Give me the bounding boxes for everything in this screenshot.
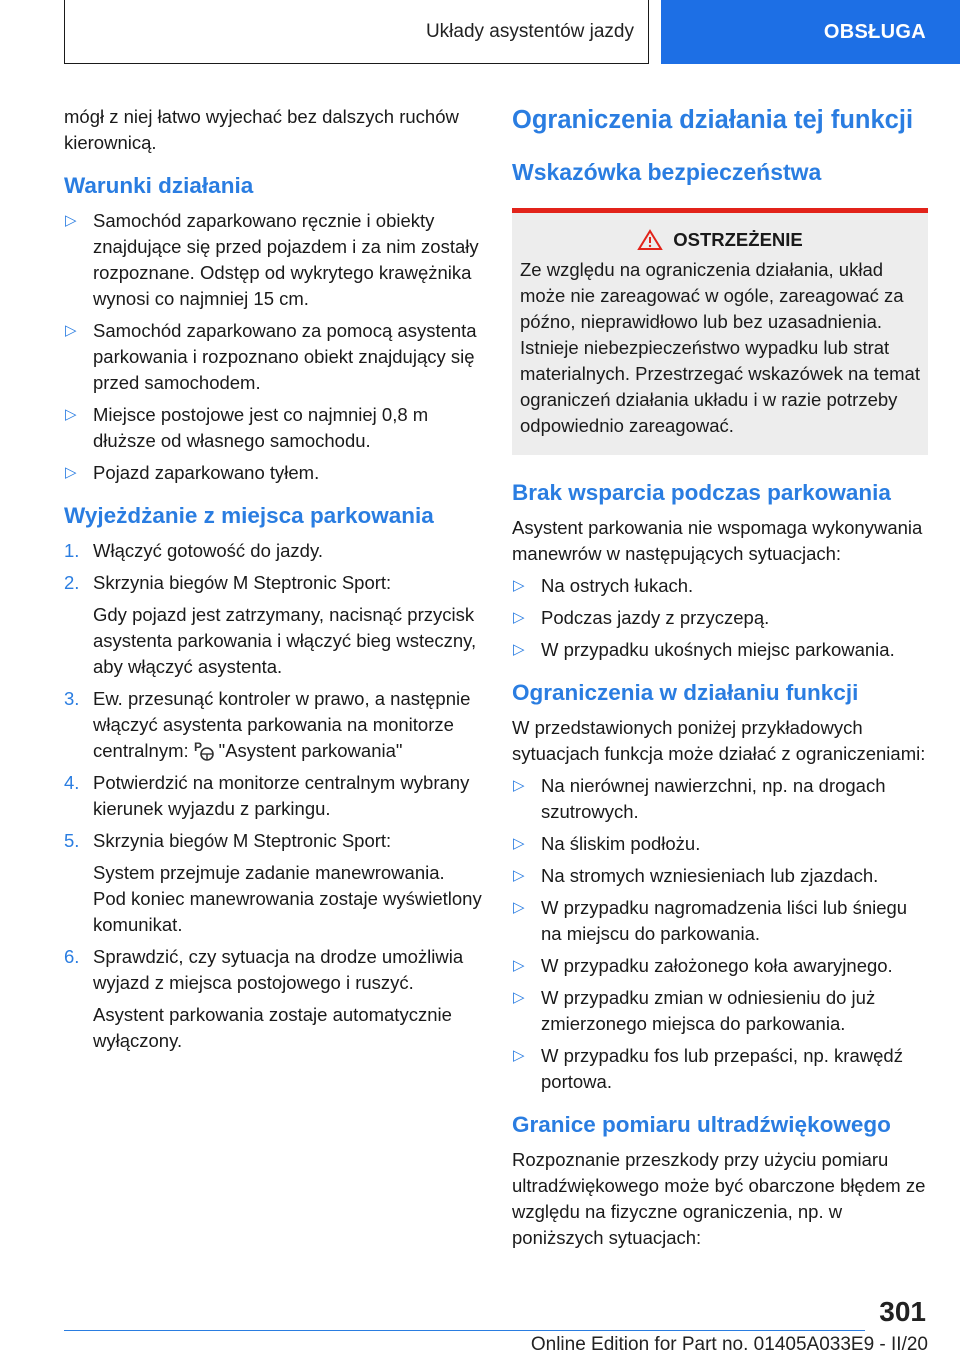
triangle-bullet-icon: ▷ <box>65 212 77 229</box>
no-support-intro: Asystent parkowania nie wspomaga wykonywania manewrów w następujących sytuacjach: <box>512 517 923 564</box>
step-item: 5. Skrzynia biegów M Steptronic Sport: System przejmuje zadanie manewrowania. Pod koniec manewrowania zostaje wyświetlony komunikat. <box>64 830 482 935</box>
list-item: ▷ Miejsce postojowe jest co najmniej 0,8 m dłuższe od własnego samochodu. <box>65 404 429 451</box>
ultrasonic-intro: Rozpoznanie przeszkody przy użyciu pomiaru ultradźwiękowego może być obarczone błędem ze względu na fizyczne ograniczenia, np. w poniższych sytuacjach: <box>512 1149 926 1248</box>
triangle-bullet-icon: ▷ <box>513 835 525 852</box>
heading-safety: Wskazówka bezpieczeństwa <box>512 159 822 185</box>
step-item: 6. Sprawdzić, czy sytuacja na drodze umożliwia wyjazd z miejsca postojowego i ruszyć. Asystent parkowania zostaje automatycznie wyłączony. <box>64 946 464 1051</box>
running-header <box>64 0 649 64</box>
heading-exit: Wyjeżdżanie z miejsca parkowania <box>64 503 434 528</box>
triangle-bullet-icon: ▷ <box>513 899 525 916</box>
page-number: 301 <box>879 1296 926 1327</box>
chapter-title: OBSŁUGA <box>823 20 926 43</box>
triangle-bullet-icon: ▷ <box>513 989 525 1006</box>
right-column <box>512 104 928 1257</box>
triangle-bullet-icon: ▷ <box>513 1047 525 1064</box>
section-title: Układy asystentów jazdy <box>425 20 634 42</box>
step-item: 1. Włączyć gotowość do jazdy. <box>64 540 323 561</box>
svg-text:P: P <box>193 740 202 754</box>
triangle-bullet-icon: ▷ <box>65 322 77 339</box>
heading-no-support: Brak wsparcia podczas parkowania <box>512 480 891 505</box>
step-item: 4. Potwierdzić na monitorze centralnym wybrany kierunek wyjazdu z parkingu. <box>64 772 470 819</box>
warning-text: Ze względu na ograniczenia działania, układ może nie zareagować w ogóle, zareagować za późno, nieprawidłowo lub bez uzasadnienia. Istnieje niebezpieczeństwo wypadku lub strat materialnych. Przestrzegać wskazówek na temat ograniczeń działania układu i w razie potrzeby odpowiednio zareagować. <box>520 259 920 436</box>
list-item: ▷ Pojazd zaparkowano tyłem. <box>64 460 482 486</box>
left-column <box>64 104 482 1060</box>
list-item: ▷ Samochód zaparkowano za pomocą asystenta parkowania i rozpoznano obiekt znajdujący się przed samochodem. <box>65 320 477 393</box>
triangle-bullet-icon: ▷ <box>513 867 525 884</box>
footer-divider <box>64 1330 865 1331</box>
no-support-list <box>512 573 928 663</box>
triangle-bullet-icon: ▷ <box>65 464 77 481</box>
limits-list <box>512 773 928 1095</box>
warning-triangle-icon <box>637 229 663 251</box>
triangle-bullet-icon: ▷ <box>513 577 525 594</box>
intro-paragraph: mógł z niej łatwo wyjechać bez dalszych ruchów kierownicą. <box>64 106 459 153</box>
parking-assistant-icon <box>193 739 215 761</box>
list-item: ▷ W przypadku nagromadzenia liści lub śniegu na miejscu do parkowania. <box>513 897 908 944</box>
triangle-bullet-icon: ▷ <box>513 957 525 974</box>
triangle-bullet-icon: ▷ <box>513 609 525 626</box>
list-item: ▷ W przypadku ukośnych miejsc parkowania. <box>512 637 928 663</box>
limits-intro: W przedstawionych poniżej przykładowych sytuacjach funkcja może działać z ograniczeniami: <box>512 717 926 764</box>
heading-limitations: Ograniczenia działania tej funkcji <box>512 106 914 134</box>
edition-note: Online Edition for Part no. 01405A033E9 - II/20 <box>530 1334 928 1355</box>
list-item: ▷ Na stromych wzniesieniach lub zjazdach. <box>512 863 928 889</box>
list-item: ▷ Na śliskim podłożu. <box>512 831 928 857</box>
heading-conditions: Warunki działania <box>64 173 254 198</box>
conditions-list <box>64 208 482 486</box>
step-item: 3. Ew. przesunąć kontroler w prawo, a następnie włączyć asystenta parkowania na monitorze centralnym: P "Asystent parkowania" <box>64 688 471 761</box>
exit-steps <box>64 538 482 1054</box>
list-item: ▷ W przypadku fos lub przepaści, np. krawędź portowa. <box>513 1045 903 1092</box>
heading-ultrasonic: Granice pomiaru ultradźwiękowego <box>512 1112 891 1137</box>
list-item: ▷ Na nierównej nawierzchni, np. na drogach szutrowych. <box>513 775 886 822</box>
triangle-bullet-icon: ▷ <box>513 641 525 658</box>
triangle-bullet-icon: ▷ <box>513 777 525 794</box>
list-item: ▷ W przypadku założonego koła awaryjnego. <box>512 953 928 979</box>
heading-function-limits: Ograniczenia w działaniu funkcji <box>512 680 859 705</box>
step-item: 2. Skrzynia biegów M Steptronic Sport: Gdy pojazd jest zatrzymany, nacisnąć przycisk asystenta parkowania i włączyć bieg wsteczny, aby włączyć asystenta. <box>64 572 477 677</box>
list-item: ▷ Na ostrych łukach. <box>512 573 928 599</box>
warning-box <box>512 208 928 455</box>
list-item: ▷ W przypadku zmian w odniesieniu do już zmierzonego miejsca do parkowania. <box>513 987 876 1034</box>
warning-title: OSTRZEŻENIE <box>673 229 803 250</box>
list-item: ▷ Podczas jazdy z przyczepą. <box>512 605 928 631</box>
list-item: ▷ Samochód zaparkowano ręcznie i obiekty znajdujące się przed pojazdem i za nim zostały rozpoznane. Odstęp od wykrytego krawężnika wynosi co najmniej 15 cm. <box>65 210 479 309</box>
triangle-bullet-icon: ▷ <box>65 406 77 423</box>
chapter-tab <box>661 0 960 64</box>
